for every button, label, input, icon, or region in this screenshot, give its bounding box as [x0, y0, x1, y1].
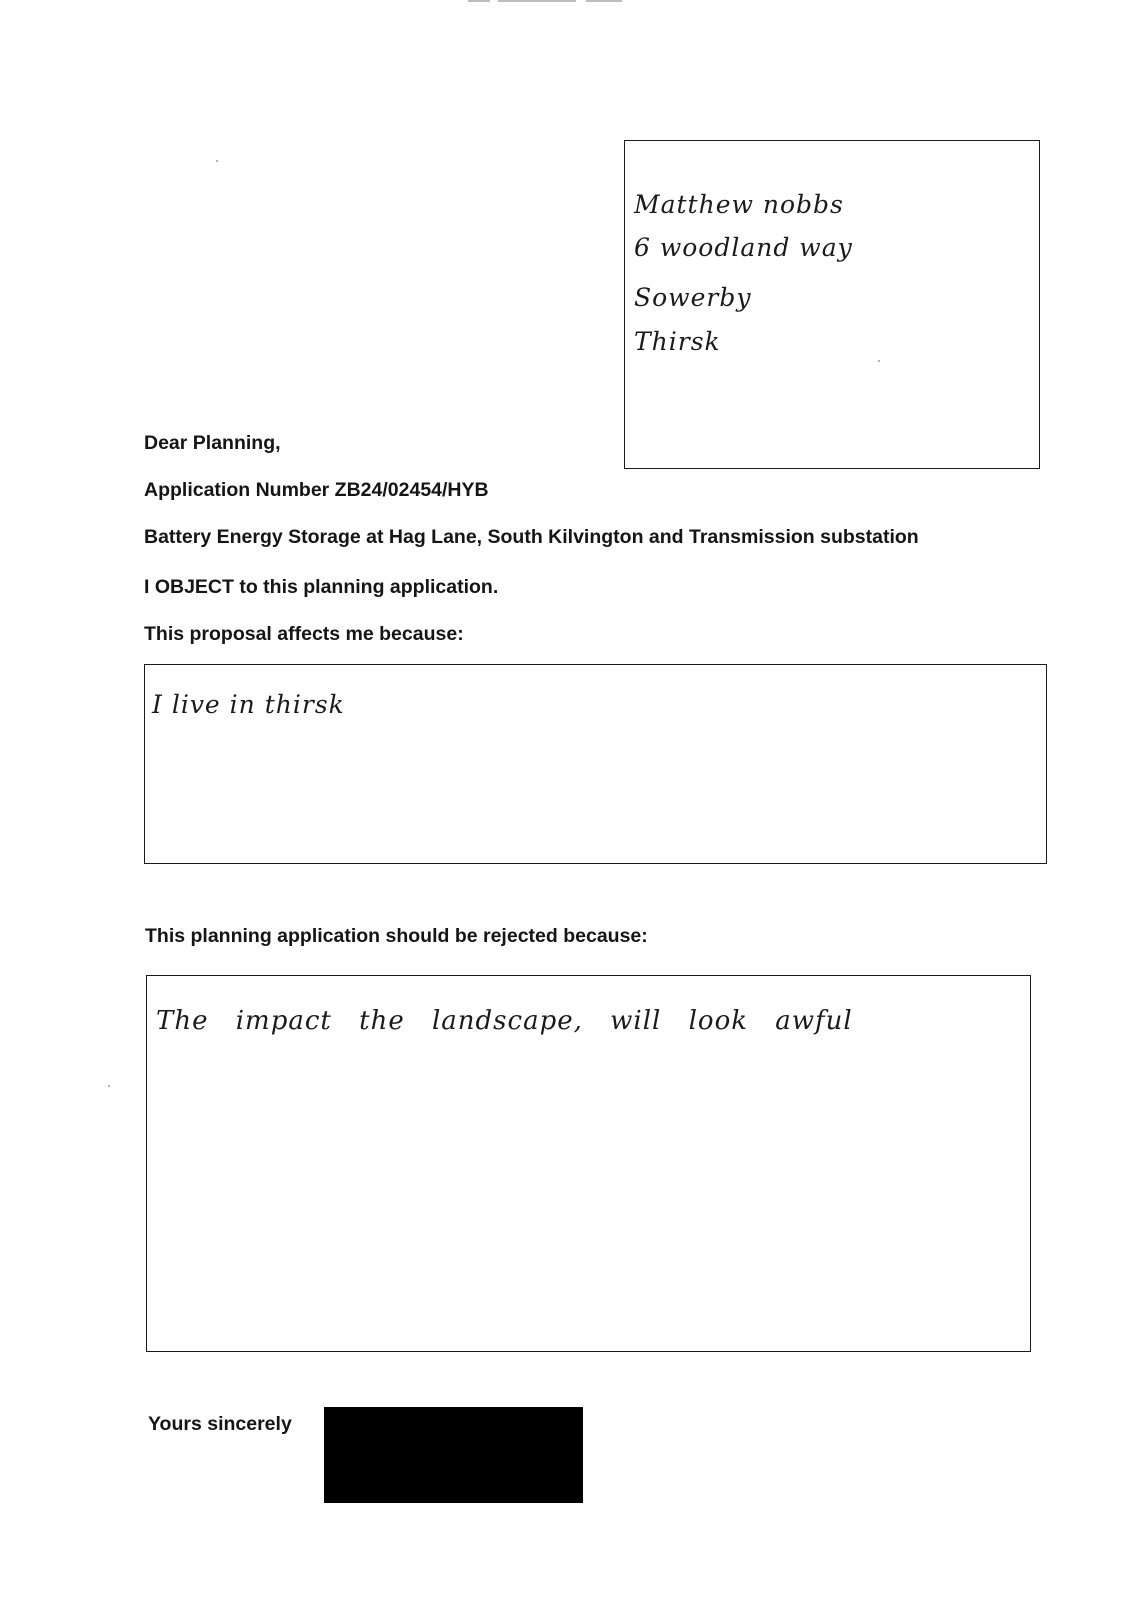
scan-speck — [216, 160, 218, 162]
redacted-signature — [324, 1407, 583, 1503]
signoff: Yours sincerely — [148, 1413, 292, 1435]
salutation: Dear Planning, — [144, 432, 281, 454]
address-line-village: Sowerby — [634, 283, 752, 312]
reject-answer-text: The impact the landscape, will look awful — [156, 1006, 853, 1036]
affects-heading: This proposal affects me because: — [144, 623, 464, 645]
affects-answer-text: I live in thirsk — [152, 690, 345, 719]
scan-artifact — [498, 0, 576, 2]
address-line-street: 6 woodland way — [634, 233, 853, 262]
scan-speck — [108, 1085, 110, 1087]
scan-artifact — [586, 0, 622, 2]
objection-statement: I OBJECT to this planning application. — [144, 576, 499, 598]
scan-artifact — [468, 0, 490, 2]
reject-heading: This planning application should be rejected because: — [145, 925, 648, 947]
address-line-name: Matthew nobbs — [634, 190, 844, 219]
address-line-town: Thirsk — [634, 327, 721, 356]
application-number: Application Number ZB24/02454/HYB — [144, 479, 489, 501]
application-site: Battery Energy Storage at Hag Lane, South Kilvington and Transmission substation — [144, 526, 919, 548]
